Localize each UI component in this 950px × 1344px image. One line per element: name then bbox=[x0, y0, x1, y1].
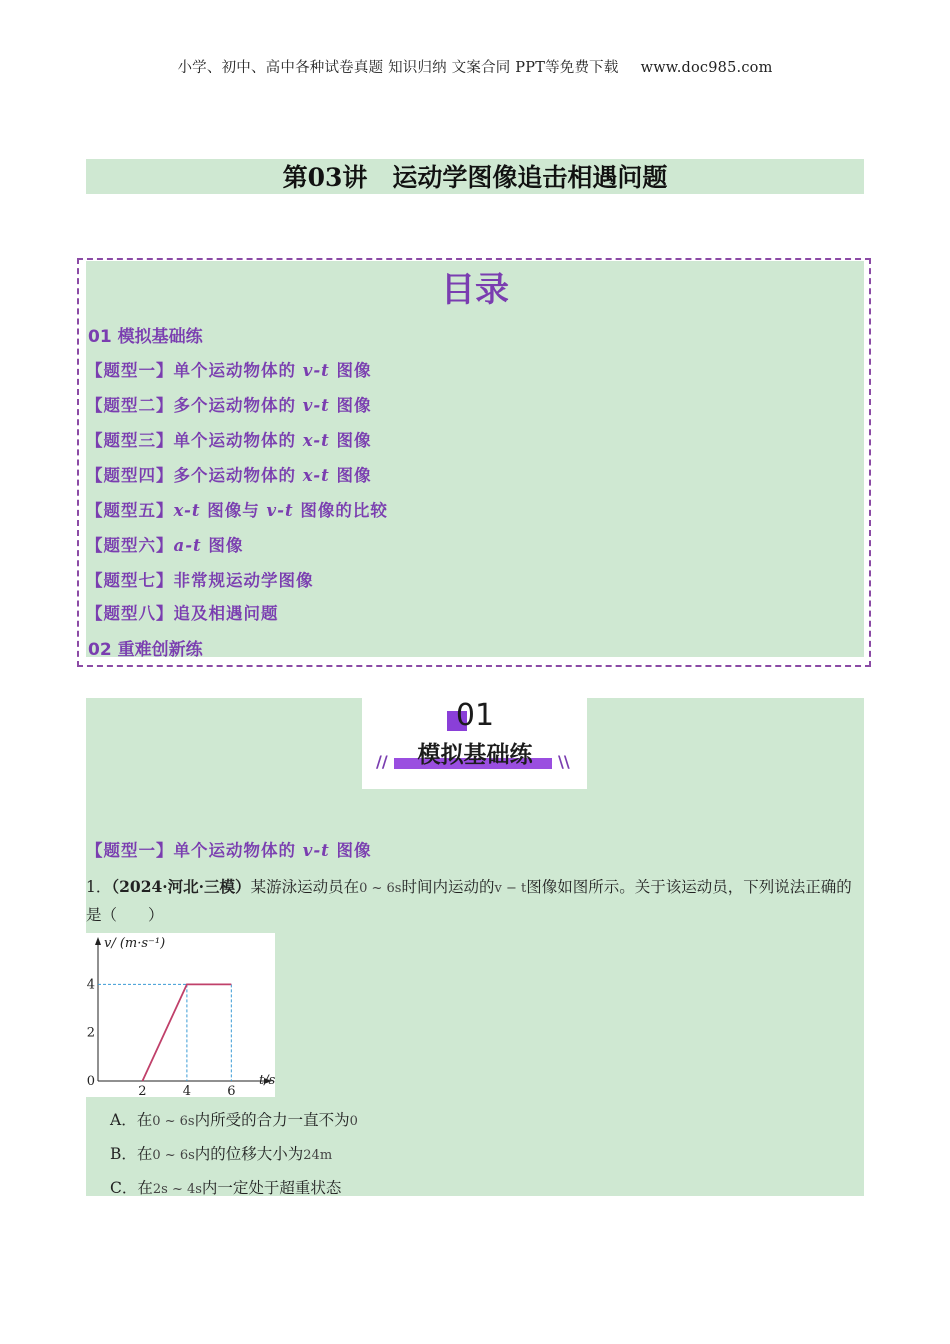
toc-item-var: x-t bbox=[302, 466, 330, 485]
toc-item-suffix: 图像 bbox=[329, 396, 372, 415]
question-type-suffix: 图像 bbox=[329, 841, 372, 860]
y-axis-label: v/ (m·s⁻¹) bbox=[104, 936, 166, 951]
option-label: A．在 bbox=[110, 1111, 153, 1129]
option-math: 0 ~ 6s bbox=[152, 1114, 195, 1129]
badge-label: 模拟基础练 bbox=[417, 742, 533, 768]
option-text: 内的位移大小为 bbox=[194, 1145, 304, 1163]
toc-item-4[interactable] bbox=[86, 462, 372, 486]
toc-item-prefix: 【题型七】非常规运动学图像 bbox=[86, 571, 314, 590]
toc-item-prefix: 【题型三】单个运动物体的 bbox=[86, 431, 303, 450]
question-text-a: 某游泳运动员在 bbox=[250, 878, 360, 896]
toc-section-1[interactable]: 01 模拟基础练 bbox=[88, 327, 203, 347]
toc-item-prefix: 【题型五】 bbox=[86, 501, 174, 520]
toc-item-1[interactable] bbox=[86, 357, 372, 381]
toc-item-5[interactable] bbox=[86, 497, 388, 521]
question-graph-var: v − t bbox=[494, 881, 527, 896]
option-c[interactable] bbox=[110, 1176, 341, 1198]
toc-item-7[interactable] bbox=[86, 567, 314, 591]
option-math: 0 ~ 6s bbox=[152, 1148, 195, 1163]
option-a[interactable] bbox=[110, 1108, 358, 1130]
toc-item-mid: 图像与 bbox=[200, 501, 267, 520]
toc-item-prefix: 【题型一】单个运动物体的 bbox=[86, 361, 303, 380]
option-text: 内所受的合力一直不为 bbox=[194, 1111, 350, 1129]
question-text-b: 时间内运动的 bbox=[401, 878, 495, 896]
question-text bbox=[86, 873, 861, 929]
vt-chart bbox=[86, 933, 275, 1097]
toc-item-6[interactable] bbox=[86, 532, 243, 556]
option-label: C．在 bbox=[110, 1179, 153, 1197]
x-axis-label: t/s bbox=[259, 1073, 275, 1088]
toc-item-prefix: 【题型八】追及相遇问题 bbox=[86, 604, 279, 623]
option-tail: 0 bbox=[349, 1114, 358, 1129]
option-text: 内一定处于超重状态 bbox=[201, 1179, 342, 1197]
y-tick-label-0: 0 bbox=[86, 1074, 95, 1089]
toc-item-prefix: 【题型六】 bbox=[86, 536, 174, 555]
question-text-c: 图像如图所示。关于该运动员，下列说法正确的是（ ） bbox=[86, 878, 852, 924]
vt-chart-svg bbox=[86, 933, 275, 1097]
toc-item-suffix: 图像的比较 bbox=[293, 501, 388, 520]
option-tail: 24m bbox=[303, 1148, 333, 1163]
badge-slash-left: // bbox=[376, 752, 388, 771]
header-site: www.doc985.com bbox=[640, 60, 773, 76]
y-tick-label-2: 2 bbox=[86, 1025, 95, 1041]
question-type-var: v-t bbox=[302, 841, 330, 860]
toc-item-suffix: 图像 bbox=[201, 536, 244, 555]
toc-item-var2: v-t bbox=[266, 501, 294, 520]
page-title: 第03讲 运动学图像追击相遇问题 bbox=[86, 159, 864, 194]
toc-item-prefix: 【题型二】多个运动物体的 bbox=[86, 396, 303, 415]
toc-item-3[interactable] bbox=[86, 427, 372, 451]
toc-item-var: v-t bbox=[302, 361, 330, 380]
option-b[interactable] bbox=[110, 1142, 332, 1164]
option-math: 2s ~ 4s bbox=[152, 1182, 202, 1197]
x-tick-label-4: 4 bbox=[182, 1084, 192, 1097]
toc-item-8[interactable] bbox=[86, 600, 279, 624]
header-text: 小学、初中、高中各种试卷真题 知识归纳 文案合同 PPT等免费下载 bbox=[177, 60, 619, 76]
toc-item-suffix: 图像 bbox=[329, 431, 372, 450]
y-tick-label-4: 4 bbox=[86, 977, 95, 993]
toc-item-var: x-t bbox=[173, 501, 201, 520]
toc-title: 目录 bbox=[441, 270, 509, 310]
toc-item-var: v-t bbox=[302, 396, 330, 415]
badge-number: 01 bbox=[455, 698, 495, 733]
toc-item-var: x-t bbox=[302, 431, 330, 450]
toc-item-var: a-t bbox=[173, 536, 202, 555]
toc-item-suffix: 图像 bbox=[329, 466, 372, 485]
x-tick-label-2: 2 bbox=[138, 1084, 147, 1097]
toc-item-2[interactable] bbox=[86, 392, 372, 416]
toc-section-2[interactable]: 02 重难创新练 bbox=[88, 640, 203, 660]
page-header bbox=[0, 56, 950, 77]
badge-slash-right: \\ bbox=[558, 752, 570, 771]
question-type-heading bbox=[86, 837, 372, 861]
option-label: B．在 bbox=[110, 1145, 153, 1163]
x-tick-label-6: 6 bbox=[227, 1084, 236, 1097]
question-source: （2024·河北·三模） bbox=[111, 877, 251, 896]
toc-item-suffix: 图像 bbox=[329, 361, 372, 380]
question-range: 0 ~ 6s bbox=[359, 881, 402, 896]
question-number: 1． bbox=[86, 878, 112, 896]
question-type-prefix: 【题型一】单个运动物体的 bbox=[86, 841, 303, 860]
y-axis-arrow bbox=[95, 937, 101, 945]
toc-item-prefix: 【题型四】多个运动物体的 bbox=[86, 466, 303, 485]
